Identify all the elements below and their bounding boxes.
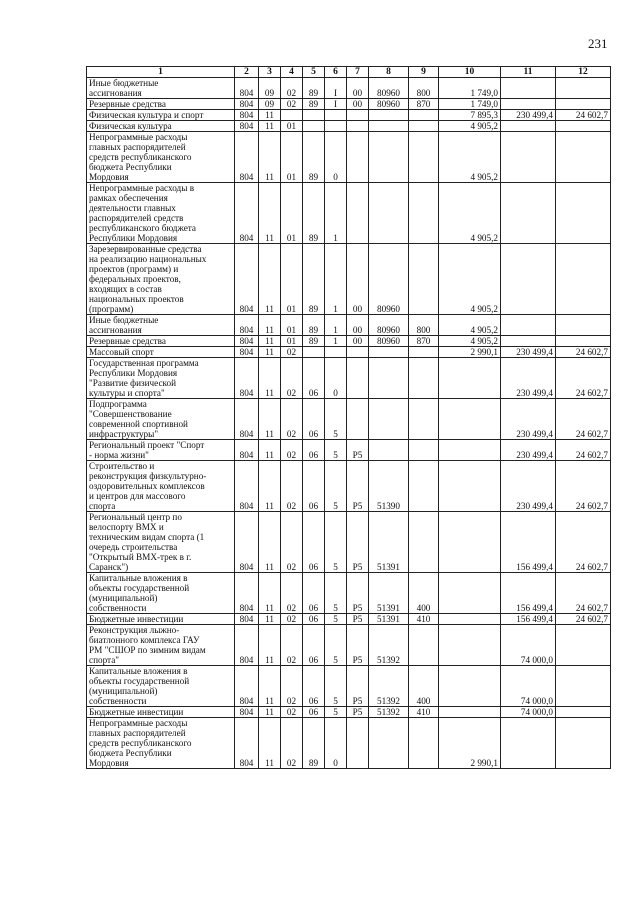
row-cell-col6: 5 [325,666,347,707]
row-cell-col2: 804 [235,244,259,315]
row-cell-col6: 0 [325,718,347,769]
table-row [87,512,611,573]
row-cell-col2: 804 [235,121,259,132]
row-cell-col4: 02 [281,718,303,769]
row-description: Капитальные вложения в объекты государственной (муниципальной) собственности [87,666,235,707]
row-cell-col10 [439,461,501,512]
row-cell-col6: 0 [325,132,347,183]
row-cell-col9 [409,512,439,573]
row-cell-col10: 2 990,1 [439,718,501,769]
row-cell-col4: 02 [281,614,303,625]
row-cell-col10: 4 905,2 [439,315,501,336]
row-description: Непрограммные расходы главных распорядителей средств республиканского бюджета Республики Мордовия [87,132,235,183]
row-description: Государственная программа Республики Мордовия "Развитие физической культуры и спорта" [87,358,235,399]
row-description: Непрограммные расходы главных распорядителей средств республиканского бюджета Республики Мордовия [87,718,235,769]
header-cell: 10 [439,67,501,78]
table-row [87,461,611,512]
row-cell-col5: 06 [303,512,325,573]
row-cell-col9 [409,244,439,315]
header-cell: 4 [281,67,303,78]
row-cell-col5: 89 [303,78,325,99]
row-cell-col7 [347,718,369,769]
row-cell-col10: 7 895,3 [439,110,501,121]
table-row [87,666,611,707]
row-cell-col8 [369,718,409,769]
row-cell-col11 [501,336,556,347]
row-cell-col6: 5 [325,573,347,614]
row-cell-col10 [439,614,501,625]
row-cell-col7: 00 [347,78,369,99]
row-cell-col2: 804 [235,315,259,336]
row-cell-col2: 804 [235,336,259,347]
row-cell-col10: 4 905,2 [439,244,501,315]
row-cell-col10: 4 905,2 [439,132,501,183]
row-cell-col6: 5 [325,625,347,666]
row-cell-col2: 804 [235,358,259,399]
row-cell-col4: 02 [281,625,303,666]
row-cell-col11: 230 499,4 [501,110,556,121]
row-cell-col4: 02 [281,358,303,399]
row-cell-col10 [439,440,501,461]
row-cell-col8: 51392 [369,625,409,666]
table-row [87,121,611,132]
header-cell: 7 [347,67,369,78]
row-cell-col9 [409,461,439,512]
row-cell-col5: 06 [303,399,325,440]
row-cell-col11 [501,121,556,132]
row-cell-col5: 89 [303,99,325,110]
row-cell-col3: 11 [259,121,281,132]
row-cell-col4: 02 [281,347,303,358]
row-cell-col5 [303,121,325,132]
row-cell-col11 [501,315,556,336]
table-row [87,244,611,315]
table-row [87,614,611,625]
row-cell-col11: 230 499,4 [501,461,556,512]
row-cell-col8: 51391 [369,512,409,573]
row-cell-col2: 804 [235,461,259,512]
header-cell: 6 [325,67,347,78]
row-cell-col9 [409,399,439,440]
row-cell-col3: 11 [259,110,281,121]
row-cell-col9 [409,132,439,183]
header-cell: 12 [556,67,611,78]
row-cell-col9: 800 [409,78,439,99]
table-row [87,336,611,347]
row-cell-col3: 09 [259,99,281,110]
row-description: Физическая культура и спорт [87,110,235,121]
row-cell-col8 [369,358,409,399]
row-cell-col5 [303,347,325,358]
row-cell-col4: 01 [281,244,303,315]
row-description: Региональный проект "Спорт - норма жизни" [87,440,235,461]
row-cell-col12: 24 602,7 [556,573,611,614]
row-cell-col12: 24 602,7 [556,358,611,399]
row-cell-col4: 01 [281,183,303,244]
row-cell-col8 [369,347,409,358]
row-cell-col11: 230 499,4 [501,358,556,399]
row-cell-col8: 80960 [369,99,409,110]
row-cell-col9: 410 [409,614,439,625]
row-cell-col3: 11 [259,573,281,614]
row-cell-col11 [501,78,556,99]
row-cell-col7 [347,110,369,121]
row-cell-col7: P5 [347,440,369,461]
row-cell-col9 [409,718,439,769]
row-cell-col5: 06 [303,461,325,512]
table-row [87,625,611,666]
row-cell-col5: 89 [303,132,325,183]
row-cell-col11: 156 499,4 [501,614,556,625]
row-cell-col12: 24 602,7 [556,461,611,512]
row-cell-col12 [556,244,611,315]
row-cell-col8 [369,110,409,121]
row-cell-col3: 11 [259,614,281,625]
row-cell-col5: 06 [303,614,325,625]
row-cell-col8: 80960 [369,315,409,336]
row-cell-col5: 89 [303,315,325,336]
row-cell-col8: 80960 [369,336,409,347]
row-cell-col2: 804 [235,625,259,666]
row-cell-col6: I [325,78,347,99]
row-cell-col11: 74 000,0 [501,666,556,707]
row-cell-col6: 5 [325,440,347,461]
row-cell-col12 [556,315,611,336]
row-cell-col6: 1 [325,315,347,336]
row-cell-col2: 804 [235,347,259,358]
row-cell-col9: 870 [409,336,439,347]
table-row [87,718,611,769]
row-description: Реконструкция лыжно- биатлонного комплекса ГАУ РМ "СШОР по зимним видам спорта" [87,625,235,666]
row-cell-col11: 230 499,4 [501,347,556,358]
row-cell-col9 [409,183,439,244]
row-cell-col7: 00 [347,315,369,336]
table-row [87,99,611,110]
row-cell-col11: 156 499,4 [501,512,556,573]
row-cell-col8: 51390 [369,461,409,512]
row-cell-col6: 1 [325,336,347,347]
row-cell-col6: 5 [325,512,347,573]
row-cell-col5: 89 [303,336,325,347]
row-description: Непрограммные расходы в рамках обеспечения деятельности главных распорядителей средств республиканского бюджета Республики Мордовия [87,183,235,244]
row-cell-col2: 804 [235,399,259,440]
row-cell-col2: 804 [235,718,259,769]
row-description: Иные бюджетные ассигнования [87,315,235,336]
row-cell-col3: 11 [259,707,281,718]
row-cell-col4: 02 [281,573,303,614]
row-cell-col3: 11 [259,132,281,183]
row-cell-col8: 51392 [369,666,409,707]
row-cell-col2: 804 [235,573,259,614]
row-cell-col9: 870 [409,99,439,110]
table-row [87,707,611,718]
row-cell-col9 [409,625,439,666]
row-cell-col4: 02 [281,440,303,461]
row-cell-col3: 11 [259,666,281,707]
row-cell-col10 [439,666,501,707]
row-cell-col9: 800 [409,315,439,336]
row-cell-col3: 11 [259,440,281,461]
row-cell-col12: 24 602,7 [556,347,611,358]
row-cell-col6: I [325,99,347,110]
row-cell-col10: 4 905,2 [439,336,501,347]
row-cell-col7: P5 [347,625,369,666]
row-cell-col7: P5 [347,707,369,718]
row-cell-col2: 804 [235,707,259,718]
row-cell-col3: 11 [259,336,281,347]
row-cell-col7 [347,358,369,399]
row-cell-col7: P5 [347,573,369,614]
row-cell-col2: 804 [235,183,259,244]
row-cell-col7: P5 [347,666,369,707]
row-cell-col4: 01 [281,132,303,183]
row-cell-col12: 24 602,7 [556,614,611,625]
row-cell-col2: 804 [235,666,259,707]
row-cell-col12 [556,666,611,707]
row-cell-col6 [325,347,347,358]
row-cell-col10: 1 749,0 [439,99,501,110]
row-cell-col11: 230 499,4 [501,440,556,461]
row-description: Бюджетные инвестиции [87,614,235,625]
row-cell-col4: 01 [281,336,303,347]
row-cell-col6: 5 [325,614,347,625]
row-cell-col12 [556,718,611,769]
row-cell-col7 [347,347,369,358]
row-cell-col4: 01 [281,121,303,132]
row-description: Иные бюджетные ассигнования [87,78,235,99]
row-cell-col12 [556,132,611,183]
table-row [87,573,611,614]
row-cell-col11 [501,132,556,183]
row-cell-col11 [501,183,556,244]
table-row [87,183,611,244]
table-row [87,347,611,358]
row-cell-col3: 11 [259,183,281,244]
row-cell-col6: 1 [325,244,347,315]
row-cell-col7 [347,183,369,244]
row-cell-col6: 5 [325,461,347,512]
row-cell-col3: 11 [259,347,281,358]
row-cell-col5 [303,110,325,121]
row-cell-col11 [501,99,556,110]
table-row [87,132,611,183]
row-description: Региональный центр по велоспорту ВМХ и техническим видам спорта (1 очередь строительства "Открытый ВМХ-трек в г. Саранск") [87,512,235,573]
row-cell-col6 [325,110,347,121]
row-cell-col3: 11 [259,512,281,573]
row-cell-col12: 24 602,7 [556,440,611,461]
row-cell-col9 [409,440,439,461]
row-cell-col7 [347,132,369,183]
row-cell-col2: 804 [235,512,259,573]
row-cell-col4: 01 [281,315,303,336]
row-cell-col3: 11 [259,399,281,440]
row-cell-col7 [347,121,369,132]
row-cell-col5: 06 [303,440,325,461]
row-cell-col7: P5 [347,614,369,625]
row-cell-col7: P5 [347,461,369,512]
row-cell-col8: 51392 [369,707,409,718]
row-cell-col8: 51391 [369,614,409,625]
row-cell-col5: 06 [303,707,325,718]
table-row [87,78,611,99]
row-description: Строительство и реконструкция физкультурно- оздоровительных комплексов и центров для массового спорта [87,461,235,512]
row-cell-col8: 80960 [369,78,409,99]
row-cell-col9: 410 [409,707,439,718]
row-cell-col11 [501,244,556,315]
row-description: Резервные средства [87,99,235,110]
row-cell-col10 [439,707,501,718]
row-cell-col4: 02 [281,461,303,512]
row-cell-col12 [556,625,611,666]
row-description: Резервные средства [87,336,235,347]
row-cell-col5: 89 [303,718,325,769]
row-cell-col10: 4 905,2 [439,121,501,132]
row-cell-col8: 51391 [369,573,409,614]
row-cell-col5: 89 [303,183,325,244]
row-cell-col5: 06 [303,573,325,614]
row-cell-col10: 1 749,0 [439,78,501,99]
row-cell-col8 [369,399,409,440]
row-cell-col10 [439,573,501,614]
row-cell-col10: 2 990,1 [439,347,501,358]
row-cell-col3: 11 [259,461,281,512]
table-row [87,440,611,461]
row-cell-col12 [556,99,611,110]
row-cell-col9 [409,121,439,132]
row-cell-col4: 02 [281,707,303,718]
row-description: Бюджетные инвестиции [87,707,235,718]
row-cell-col4: 02 [281,399,303,440]
row-cell-col8: 80960 [369,244,409,315]
table-body [87,78,611,769]
row-cell-col7: 00 [347,99,369,110]
header-cell: 3 [259,67,281,78]
header-cell: 1 [87,67,235,78]
row-cell-col12 [556,707,611,718]
table-row [87,358,611,399]
table-row [87,315,611,336]
row-cell-col8 [369,121,409,132]
row-cell-col10 [439,512,501,573]
row-cell-col3: 11 [259,625,281,666]
row-cell-col3: 09 [259,78,281,99]
header-cell: 9 [409,67,439,78]
row-cell-col11: 74 000,0 [501,625,556,666]
row-cell-col2: 804 [235,132,259,183]
row-cell-col11: 156 499,4 [501,573,556,614]
row-cell-col10 [439,358,501,399]
header-cell: 11 [501,67,556,78]
row-cell-col10 [439,399,501,440]
row-cell-col2: 804 [235,110,259,121]
row-cell-col7: P5 [347,512,369,573]
row-cell-col12: 24 602,7 [556,399,611,440]
row-description: Капитальные вложения в объекты государственной (муниципальной) собственности [87,573,235,614]
row-cell-col11: 74 000,0 [501,707,556,718]
row-cell-col5: 89 [303,244,325,315]
row-cell-col8 [369,440,409,461]
row-cell-col6 [325,121,347,132]
row-cell-col5: 06 [303,666,325,707]
row-cell-col2: 804 [235,78,259,99]
header-cell: 2 [235,67,259,78]
header-cell: 5 [303,67,325,78]
row-cell-col5: 06 [303,358,325,399]
header-cell: 8 [369,67,409,78]
row-cell-col8 [369,132,409,183]
row-cell-col5: 06 [303,625,325,666]
row-cell-col9: 400 [409,666,439,707]
row-cell-col3: 11 [259,244,281,315]
row-cell-col6: 1 [325,183,347,244]
row-cell-col3: 11 [259,718,281,769]
row-cell-col4: 02 [281,512,303,573]
row-cell-col2: 804 [235,440,259,461]
row-cell-col11 [501,718,556,769]
row-cell-col11: 230 499,4 [501,399,556,440]
header-row [87,67,611,78]
row-cell-col12: 24 602,7 [556,512,611,573]
row-cell-col4: 02 [281,666,303,707]
row-cell-col9 [409,358,439,399]
table-row [87,110,611,121]
row-cell-col3: 11 [259,358,281,399]
row-cell-col6: 5 [325,707,347,718]
row-cell-col3: 11 [259,315,281,336]
row-cell-col12 [556,121,611,132]
row-cell-col7: 00 [347,244,369,315]
row-cell-col4: 02 [281,78,303,99]
row-cell-col9 [409,347,439,358]
table-row [87,399,611,440]
row-cell-col2: 804 [235,614,259,625]
row-cell-col9 [409,110,439,121]
row-cell-col12 [556,336,611,347]
budget-table [86,66,611,769]
row-description: Подпрограмма "Совершенствование современной спортивной инфраструктуры" [87,399,235,440]
row-cell-col10 [439,625,501,666]
row-cell-col7 [347,399,369,440]
row-cell-col4: 02 [281,99,303,110]
row-description: Физическая культура [87,121,235,132]
row-cell-col2: 804 [235,99,259,110]
row-cell-col12: 24 602,7 [556,110,611,121]
row-cell-col6: 0 [325,358,347,399]
row-cell-col10: 4 905,2 [439,183,501,244]
page-number: 231 [588,36,608,51]
row-cell-col8 [369,183,409,244]
row-cell-col12 [556,78,611,99]
row-cell-col6: 5 [325,399,347,440]
row-description: Зарезервированные средства на реализацию национальных проектов (программ) и федеральных проектов, входящих в состав национальных проектов (программ) [87,244,235,315]
row-cell-col7: 00 [347,336,369,347]
row-cell-col12 [556,183,611,244]
row-cell-col4 [281,110,303,121]
row-cell-col9: 400 [409,573,439,614]
row-description: Массовый спорт [87,347,235,358]
